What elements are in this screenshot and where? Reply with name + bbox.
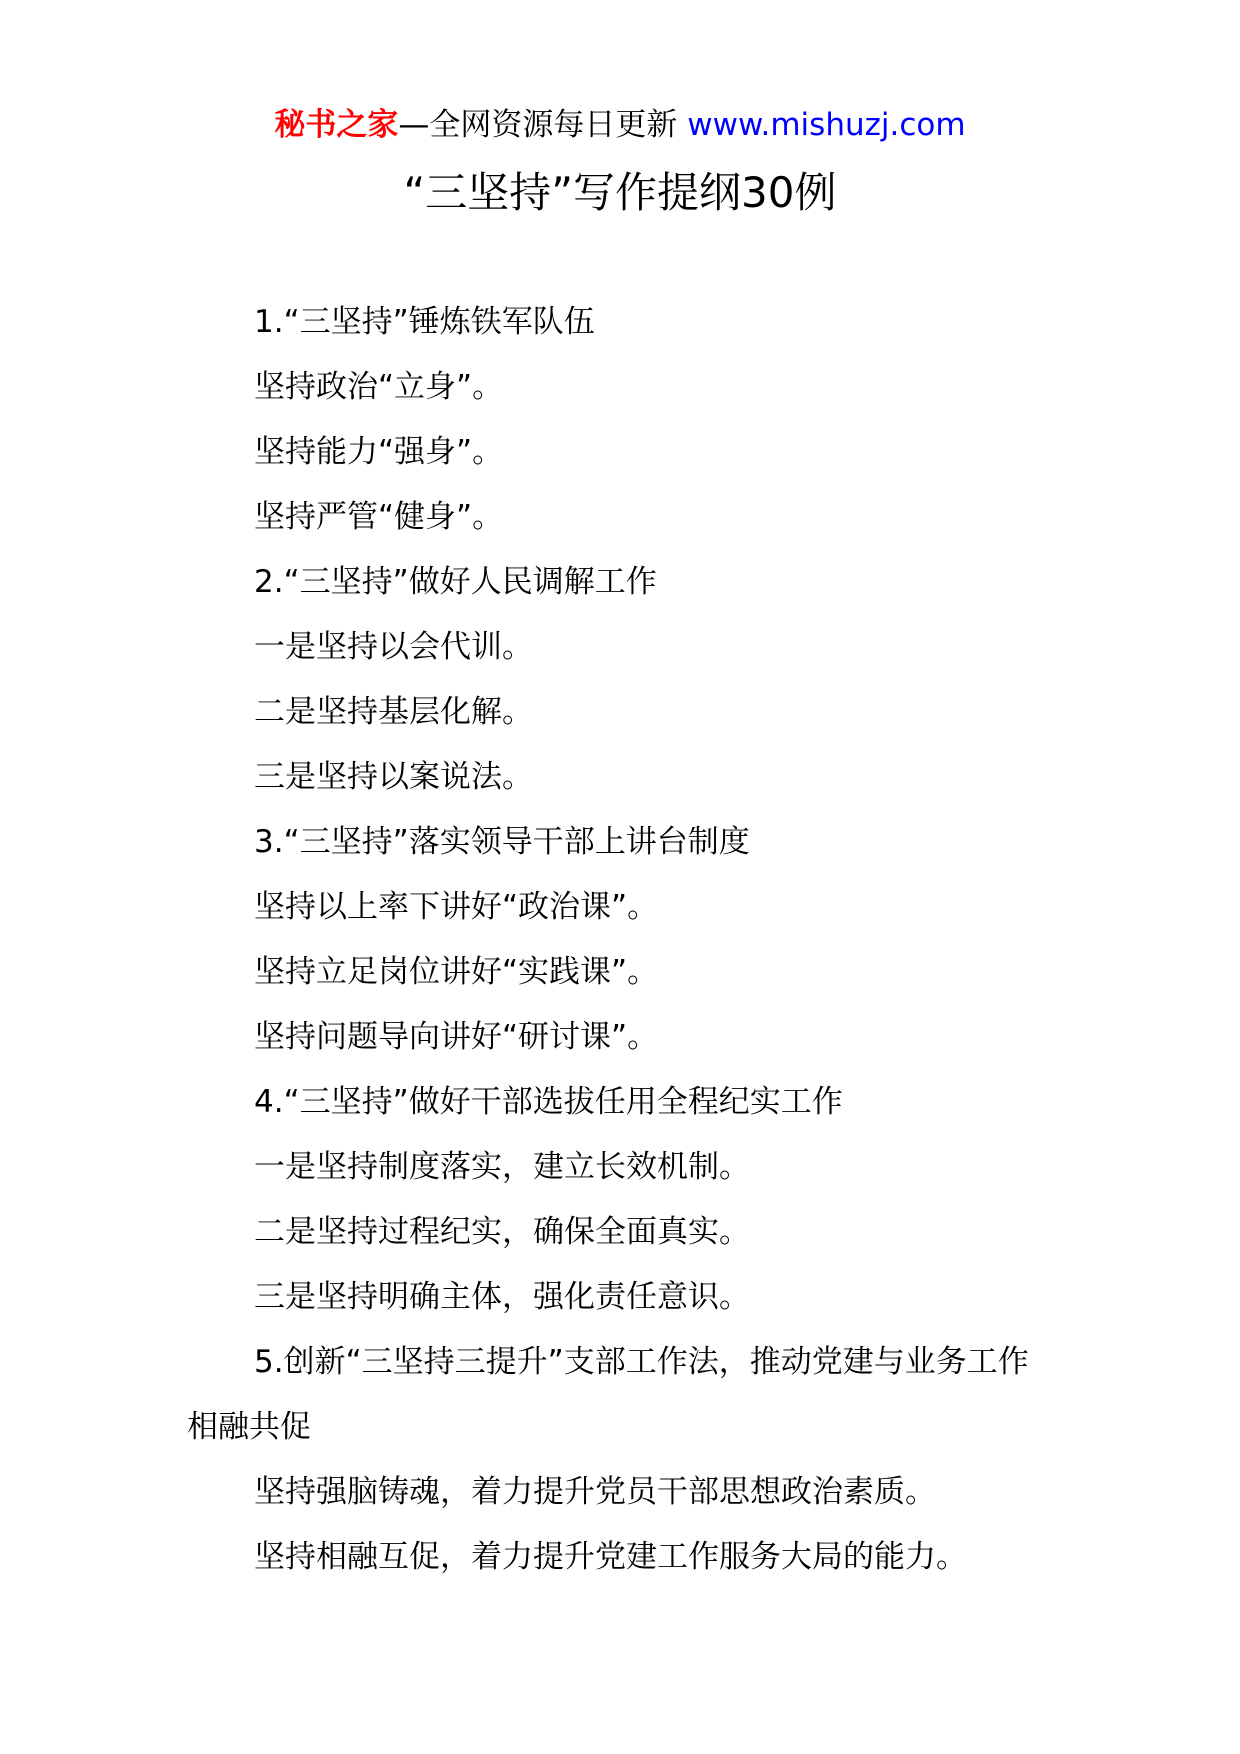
body-paragraph: 坚持能力“强身”。 [254,434,504,470]
body-paragraph: 一是坚持以会代训。 [254,629,533,665]
body-paragraph: 坚持立足岗位讲好“实践课”。 [254,954,659,990]
body-paragraph: 坚持相融互促，着力提升党建工作服务大局的能力。 [254,1539,967,1575]
site-header [0,100,1240,150]
body-paragraph: 二是坚持基层化解。 [254,694,533,730]
section-heading: 5.创新“三坚持三提升”支部工作法，推动党建与业务工作相融共促 [187,1344,1029,1445]
document-body [187,290,1059,1590]
body-paragraph: 坚持强脑铸魂，着力提升党员干部思想政治素质。 [254,1474,936,1510]
site-url-link[interactable]: www.mishuzj.com [687,107,966,143]
document-title: “三坚持”写作提纲30例 [403,168,837,217]
body-paragraph: 坚持以上率下讲好“政治课”。 [254,889,659,925]
header-tagline: —全网资源每日更新 [398,107,688,143]
body-paragraph: 坚持问题导向讲好“研讨课”。 [254,1019,659,1055]
body-paragraph: 坚持严管“健身”。 [254,499,504,535]
body-paragraph: 坚持政治“立身”。 [254,369,504,405]
brand-name: 秘书之家 [274,107,399,143]
section-heading: 1.“三坚持”锤炼铁军队伍 [254,304,595,340]
body-paragraph: 三是坚持以案说法。 [254,759,533,795]
body-paragraph: 三是坚持明确主体，强化责任意识。 [254,1279,750,1315]
section-heading: 2.“三坚持”做好人民调解工作 [254,564,657,600]
section-heading: 4.“三坚持”做好干部选拔任用全程纪实工作 [254,1084,843,1120]
section-heading: 3.“三坚持”落实领导干部上讲台制度 [254,824,750,860]
body-paragraph: 一是坚持制度落实，建立长效机制。 [254,1149,750,1185]
body-paragraph: 二是坚持过程纪实，确保全面真实。 [254,1214,750,1250]
